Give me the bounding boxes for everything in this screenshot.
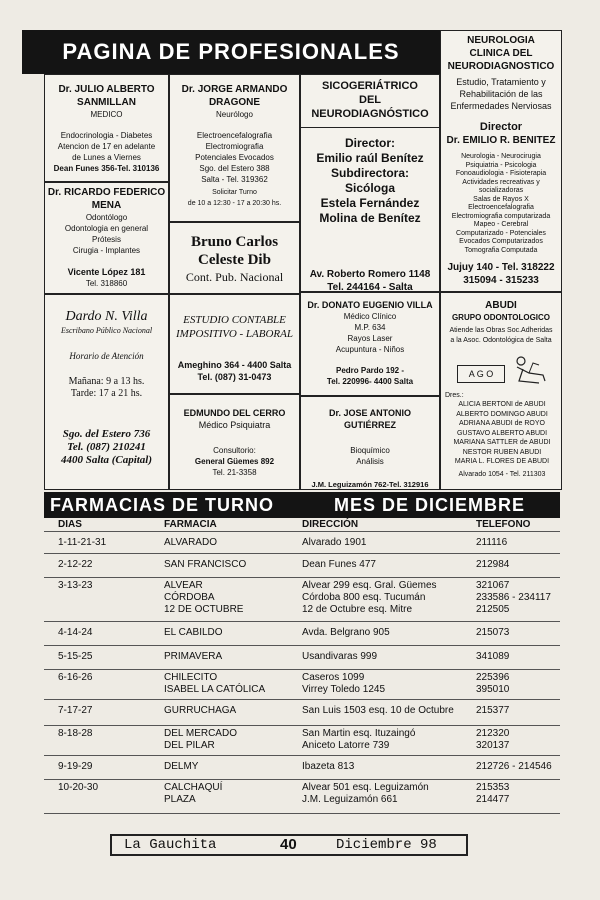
abudi-box <box>440 292 562 490</box>
gutierrez-name-1: Dr. JOSE ANTONIO <box>328 408 412 418</box>
cell-telefono <box>476 728 509 752</box>
cell-direccion-line: Alvear 501 esq. Leguizamón <box>302 782 429 793</box>
cell-direccion <box>302 651 377 663</box>
abudi-title: ABUDI <box>485 300 517 311</box>
dragone-box <box>169 74 300 222</box>
estudio-address-2: Tel. (087) 31-0473 <box>197 372 272 382</box>
neuro-service-item: Electroencefalografia <box>468 204 534 211</box>
cell-telefono-line: 395010 <box>476 684 510 695</box>
farmacias-month: MES DE DICIEMBRE <box>334 495 526 515</box>
cell-dias: 4-14-24 <box>58 627 93 638</box>
abudi-name-item: MARIA L. FLORES DE ABUDI <box>454 458 550 465</box>
neuro-service-item: Fonoaudiologia - Fisioterapia <box>455 170 547 177</box>
neuro-services-list <box>441 153 561 255</box>
table-row <box>44 578 560 622</box>
abudi-sub: GRUPO ODONTOLOGICO <box>451 313 551 322</box>
footer-magazine: La Gauchita <box>124 837 217 853</box>
table-row <box>44 622 560 646</box>
neurologia-clinic-box <box>440 30 562 292</box>
table-row <box>44 646 560 670</box>
cell-direccion-line: Ibazeta 813 <box>302 761 355 772</box>
neuro-service-item: Tomografia Computada <box>464 246 538 254</box>
cell-farmacia <box>164 627 223 639</box>
cell-farmacia-line: GURRUCHAGA <box>164 705 237 716</box>
cell-farmacia-line: ISABEL LA CATÓLICA <box>164 684 266 695</box>
abudi-name-item: ALBERTO DOMINGO ABUDI <box>456 410 548 418</box>
cell-farmacia-line: PLAZA <box>164 794 196 805</box>
cell-farmacia-line: PRIMAVERA <box>164 651 223 662</box>
sicogeri-title-2: DEL <box>359 94 381 106</box>
dragone-line-5: Salta - Tel. 319362 <box>201 175 268 184</box>
villa-esc-address-3: 4400 Salta (Capital) <box>60 454 153 466</box>
table-row <box>44 726 560 756</box>
neuro-service-item: Electromiografia computarizada <box>451 212 551 220</box>
cell-dias: 6-16-26 <box>58 672 93 683</box>
cell-farmacia-line: SAN FRANCISCO <box>164 559 247 570</box>
dragone-name-1: Dr. JORGE ARMANDO <box>181 84 288 95</box>
cell-farmacia-line: DEL PILAR <box>164 740 215 751</box>
neuro-service-item: Computarizado - Potenciales <box>456 229 546 237</box>
cerro-box <box>169 394 300 490</box>
cell-telefono-line: 214477 <box>476 794 510 805</box>
cerro-consultorio-label: Consultorio: <box>213 446 256 455</box>
cell-dias: 2-12-22 <box>58 559 93 570</box>
donato-line-3: Rayos Laser <box>347 334 393 343</box>
col-header-dias: DIAS <box>58 519 82 530</box>
mena-line-2: Prótesis <box>92 235 121 244</box>
abudi-name-item: NESTOR RUBEN ABUDI <box>462 448 542 456</box>
sanmillan-role: MEDICO <box>90 110 123 119</box>
dragone-line-2: Electromiografia <box>205 142 264 151</box>
cell-telefono <box>476 705 509 717</box>
sanmillan-line-2: Atencion de 17 en adelante <box>57 142 156 151</box>
sicogeri-address-2: Tel. 244164 - Salta <box>327 282 413 292</box>
sicogeri-title-3: NEURODIAGNÓSTICO <box>311 108 429 120</box>
cell-telefono-line: 233586 - 234117 <box>476 592 551 603</box>
cell-farmacia <box>164 651 222 663</box>
dragone-role: Neurólogo <box>216 110 253 119</box>
cell-direccion-line: Virrey Toledo 1245 <box>302 684 386 695</box>
farmacias-header <box>44 492 560 518</box>
ago-logo: A G O <box>457 365 505 383</box>
cell-direccion <box>302 559 376 571</box>
footer-date: Diciembre 98 <box>336 837 437 853</box>
estudio-address-1: Ameghino 364 - 4400 Salta <box>177 360 292 370</box>
abudi-line-2: a la Asoc. Odontológica de Salta <box>450 337 552 344</box>
sicogeri-address-1: Av. Roberto Romero 1148 <box>309 269 431 280</box>
dragone-line-7: de 10 a 12:30 - 17 a 20:30 hs. <box>187 200 282 207</box>
neuro-director-name: Dr. EMILIO R. BENITEZ <box>446 135 556 146</box>
cerro-address-1: General Güemes 892 <box>194 457 275 466</box>
dragone-name-2: DRAGONE <box>208 97 261 108</box>
neuro-sub-3: Enfermedades Nerviosas <box>450 101 552 111</box>
cell-farmacia <box>164 761 198 773</box>
donato-address-2: Tel. 220996- 4400 Salta <box>326 377 414 386</box>
donato-line-1: Médico Clínico <box>343 312 397 321</box>
sanmillan-name-1: Dr. JULIO ALBERTO <box>58 84 155 95</box>
neuro-sub-2: Rehabilitación de las <box>459 89 543 99</box>
sicogeri-sub-name-1: Estela Fernández <box>320 196 420 210</box>
estudio-line-2: IMPOSITIVO - LABORAL <box>176 328 293 340</box>
gutierrez-line-1: Bioquímico <box>350 446 390 455</box>
table-row <box>44 756 560 780</box>
cell-farmacia <box>164 728 237 752</box>
cell-telefono <box>476 782 509 806</box>
cell-telefono <box>476 672 509 696</box>
cell-direccion-line: Usandivaras 999 <box>302 651 378 662</box>
cell-dias: 1-11-21-31 <box>58 537 107 548</box>
cell-direccion <box>302 627 390 639</box>
sicogeri-sub-role: Sicóloga <box>344 181 395 195</box>
dib-name-2: Celeste Dib <box>198 252 271 268</box>
gutierrez-name-2: GUTIÉRREZ <box>343 420 396 430</box>
donato-line-4: Acupuntura - Niños <box>335 345 405 354</box>
abudi-line-1: Atiende las Obras Soc.Adheridas <box>449 327 553 334</box>
cell-farmacia-line: ALVARADO <box>164 537 217 548</box>
cell-telefono-line: 225396 <box>476 672 510 683</box>
cell-direccion-line: J.M. Leguizamón 661 <box>302 794 398 805</box>
cell-farmacia <box>164 705 236 717</box>
cell-farmacia-line: DEL MERCADO <box>164 728 237 739</box>
dib-role: Cont. Pub. Nacional <box>185 270 284 284</box>
sanmillan-line-1: Endocrinologia - Diabetes <box>60 131 153 140</box>
cell-direccion-line: 12 de Octubre esq. Mitre <box>302 604 413 615</box>
cerro-role: Médico Psiquiatra <box>198 420 271 430</box>
mena-name-2: MENA <box>91 200 122 211</box>
villa-esc-address-2: Tel. (087) 210241 <box>67 441 146 453</box>
neuro-title-1: NEUROLOGIA <box>467 35 535 46</box>
cell-farmacia-line: ALVEAR <box>164 580 203 591</box>
donato-line-2: M.P. 634 <box>354 323 386 332</box>
villa-esc-hours-2: Tarde: 17 a 21 hs. <box>70 388 143 399</box>
cell-dias: 10-20-30 <box>58 782 99 793</box>
donato-name: Dr. DONATO EUGENIO VILLA <box>307 300 433 310</box>
cell-farmacia-line: CALCHAQUÍ <box>164 782 223 793</box>
cell-direccion-line: Alvear 299 esq. Gral. Güemes <box>302 580 437 591</box>
footer-page-number: 40 <box>280 836 297 853</box>
gutierrez-address: J.M. Leguizamón 762-Tel. 312916 <box>311 480 429 489</box>
sanmillan-name-2: SANMILLAN <box>77 97 136 108</box>
sanmillan-line-4: Dean Funes 356-Tel. 310136 <box>53 164 160 173</box>
table-header-row <box>44 518 560 532</box>
abudi-dres: Dres.: <box>445 392 464 399</box>
cell-direccion <box>302 580 437 616</box>
abudi-name-item: MARIANA SATTLER de ABUDI <box>453 439 551 446</box>
cell-dias: 9-19-29 <box>58 761 93 772</box>
cell-direccion <box>302 761 354 773</box>
cell-telefono-line: 215377 <box>476 705 510 716</box>
mena-name-1: Dr. RICARDO FEDERICO <box>47 187 166 198</box>
abudi-name-item: ALICIA BERTONI de ABUDI <box>458 401 546 408</box>
sicogeri-director-label: Director: <box>344 136 395 150</box>
table-row <box>44 780 560 814</box>
cell-direccion <box>302 782 429 806</box>
villa-esc-hours-1: Mañana: 9 a 13 hs. <box>68 376 145 387</box>
cell-direccion-line: Córdoba 800 esq. Tucumán <box>302 592 426 603</box>
cerro-address-2: Tel. 21-3358 <box>212 468 257 477</box>
cell-telefono <box>476 580 551 616</box>
neuro-title-2: CLINICA DEL <box>469 48 533 59</box>
cell-telefono-line: 212984 <box>476 559 510 570</box>
dib-name-1: Bruno Carlos <box>190 234 279 250</box>
page-title: PAGINA DE PROFESIONALES <box>22 30 440 74</box>
villa-esc-name: Dardo N. Villa <box>65 309 148 324</box>
cell-dias: 8-18-28 <box>58 728 93 739</box>
neuro-service-item: Psiquiatria - Psicologia <box>465 161 537 169</box>
cell-farmacia-line: EL CABILDO <box>164 627 223 638</box>
villa-esc-address-1: Sgo. del Estero 736 <box>62 428 151 440</box>
cell-dias: 7-17-27 <box>58 705 93 716</box>
cell-direccion-line: San Luis 1503 esq. 10 de Octubre <box>302 705 454 716</box>
dragone-line-3: Potenciales Evocados <box>195 153 274 162</box>
table-row <box>44 532 560 554</box>
mena-line-5: Tel. 318860 <box>85 279 128 288</box>
sanmillan-box <box>44 74 169 182</box>
estudio-line-1: ESTUDIO CONTABLE <box>183 314 286 326</box>
donato-villa-box <box>300 292 440 396</box>
page-footer <box>110 834 468 856</box>
cell-telefono <box>476 761 552 773</box>
gutierrez-box <box>300 396 440 490</box>
cerro-name: EDMUNDO DEL CERRO <box>183 408 286 418</box>
dib-box <box>169 222 300 294</box>
cell-telefono <box>476 627 509 639</box>
sicogeri-sub-label: Subdirectora: <box>330 166 409 180</box>
villa-escribano-box <box>44 294 169 490</box>
cell-telefono-line: 215353 <box>476 782 510 793</box>
neuro-service-item: Salas de Rayos X <box>473 195 529 203</box>
cell-direccion <box>302 705 454 717</box>
sanmillan-line-3: de Lunes a Viernes <box>72 153 141 162</box>
cell-direccion-line: Avda. Belgrano 905 <box>302 627 390 638</box>
mena-line-1: Odontologia en general <box>64 224 149 233</box>
neuro-service-item: Evocados Computarizados <box>459 238 543 245</box>
mena-box <box>44 182 169 294</box>
neuro-sub-1: Estudio, Tratamiento y <box>456 77 546 87</box>
estudio-contable-box <box>169 294 300 394</box>
mena-role: Odontólogo <box>85 213 128 222</box>
cell-farmacia <box>164 672 265 696</box>
villa-esc-hours-label: Horario de Atención <box>69 351 144 361</box>
cell-farmacia <box>164 580 243 616</box>
cell-direccion-line: Aniceto Latorre 739 <box>302 740 390 751</box>
cell-telefono-line: 212505 <box>476 604 510 615</box>
neuro-service-item: socializadoras <box>478 187 524 194</box>
cell-direccion-line: Caseros 1099 <box>302 672 365 683</box>
cell-telefono <box>476 651 509 663</box>
cell-farmacia-line: DELMY <box>164 761 199 772</box>
cell-telefono-line: 212320 <box>476 728 510 739</box>
table-row <box>44 670 560 700</box>
patient-chair-icon <box>509 355 551 387</box>
dragone-line-1: Electroencefalografia <box>196 131 273 140</box>
cell-telefono-line: 321067 <box>476 580 510 591</box>
cell-telefono <box>476 559 509 571</box>
col-header-farmacia: FARMACIA <box>164 519 217 530</box>
mena-line-3: Cirugia - Implantes <box>72 246 141 255</box>
neuro-address-2: 315094 - 315233 <box>463 275 539 286</box>
cell-farmacia <box>164 782 222 806</box>
gutierrez-line-2: Análisis <box>356 457 384 466</box>
cell-direccion-line: Dean Funes 477 <box>302 559 376 570</box>
cell-telefono-line: 212726 - 214546 <box>476 761 552 772</box>
cell-direccion <box>302 537 367 549</box>
sicogeri-title-1: SICOGERIÁTRICO <box>322 80 418 92</box>
neuro-title-3: NEURODIAGNOSTICO <box>447 61 555 72</box>
abudi-name-item: GUSTAVO ALBERTO ABUDI <box>456 429 548 437</box>
mena-line-4: Vicente López 181 <box>67 267 146 277</box>
farmacias-title: FARMACIAS DE TURNO <box>50 495 274 515</box>
cell-telefono-line: 215073 <box>476 627 510 638</box>
cell-telefono-line: 320137 <box>476 740 510 751</box>
cell-farmacia <box>164 559 246 571</box>
neuro-address-1: Jujuy 140 - Tel. 318222 <box>447 262 555 273</box>
sicogeri-sub-name-2: Molina de Benítez <box>319 211 421 225</box>
cell-farmacia-line: CHILECITO <box>164 672 218 683</box>
dragone-line-6: Solicitar Turno <box>212 189 257 196</box>
cell-telefono <box>476 537 507 549</box>
neuro-director-label: Director <box>479 121 523 133</box>
cell-dias: 3-13-23 <box>58 580 93 591</box>
sicogeriatrico-box <box>300 74 440 292</box>
col-header-direccion: DIRECCIÓN <box>302 519 359 530</box>
abudi-names-list <box>445 400 559 467</box>
donato-address-1: Pedro Pardo 192 - <box>335 366 405 375</box>
cell-telefono-line: 211116 <box>476 537 508 548</box>
cell-farmacia <box>164 537 217 549</box>
sicogeri-director-name: Emilio raúl Benítez <box>316 151 424 165</box>
cell-direccion <box>302 672 385 696</box>
dragone-line-4: Sgo. del Estero 388 <box>199 164 270 173</box>
villa-esc-role: Escribano Público Nacional <box>60 326 153 335</box>
cell-farmacia-line: CÓRDOBA <box>164 592 215 603</box>
cell-direccion-line: San Martin esq. Ituzaingó <box>302 728 416 739</box>
cell-dias: 5-15-25 <box>58 651 93 662</box>
cell-farmacia-line: 12 DE OCTUBRE <box>164 604 244 615</box>
neuro-service-item: Neurologia - Neurocirugia <box>461 153 541 160</box>
cell-direccion <box>302 728 415 752</box>
neuro-service-item: Mapeo - Cerebral <box>473 221 529 228</box>
table-row <box>44 554 560 578</box>
cell-direccion-line: Alvarado 1901 <box>302 537 367 548</box>
table-row <box>44 700 560 726</box>
neuro-service-item: Actividades recreativas y <box>462 178 540 186</box>
cell-telefono-line: 341089 <box>476 651 510 662</box>
abudi-name-item: ADRIANA ABUDI de ROYO <box>459 420 545 427</box>
abudi-address: Alvarado 1054 - Tel. 211303 <box>458 470 546 478</box>
col-header-telefono: TELEFONO <box>476 519 531 530</box>
